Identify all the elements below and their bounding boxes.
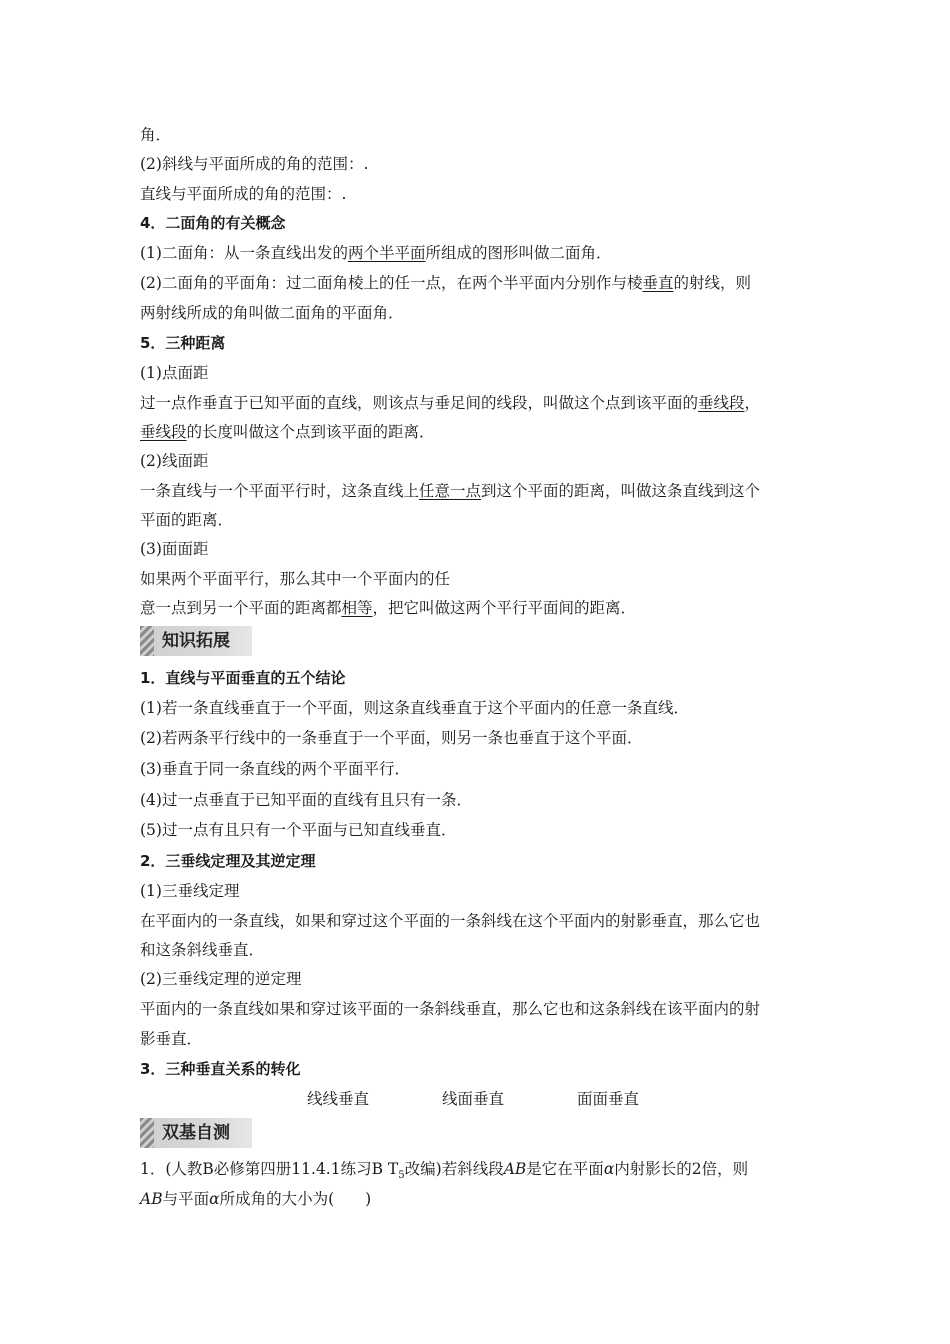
text-line: (1)三垂线定理	[140, 882, 240, 900]
text-line: (5)过一点有且只有一个平面与已知直线垂直．	[140, 821, 457, 839]
section-heading: 1．直线与平面垂直的五个结论	[140, 669, 346, 687]
banner-stripe	[140, 626, 154, 656]
section-heading: 3．三种垂直关系的转化	[140, 1060, 301, 1078]
text-line: (2)若两条平行线中的一条垂直于一个平面，则另一条也垂直于这个平面．	[140, 729, 643, 747]
text-line: (2)斜线与平面所成的角的范围：.	[140, 155, 369, 173]
text-line: (3)垂直于同一条直线的两个平面平行．	[140, 760, 410, 778]
question-line: 1．(人教B必修第四册11.4.1练习B $T_5$改编)若斜线段AB是它在平面α内射影长的2倍，则	[140, 1160, 749, 1182]
knowledge-extension-banner	[140, 626, 252, 656]
text-line: 两射线所成的角叫做二面角的平面角．	[140, 304, 404, 322]
text-line: 如果两个平面平行，那么其中一个平面内的任	[140, 570, 451, 588]
banner-stripe	[140, 1118, 154, 1148]
text-line: 过一点作垂直于已知平面的直线，则该点与垂足间的线段，叫做这个点到该平面的垂线段，	[140, 394, 761, 412]
banner-title: 双基自测	[162, 1123, 230, 1143]
text-line: 直线与平面所成的角的范围：.	[140, 185, 347, 203]
section-heading: 2．三垂线定理及其逆定理	[140, 852, 316, 870]
question-line: AB与平面α所成角的大小为( )	[140, 1190, 372, 1208]
underlined-answer: 垂直	[642, 274, 674, 292]
relation-plane-plane: 面面垂直	[577, 1090, 640, 1108]
text-line: (2)二面角的平面角：过二面角棱上的任一点，在两个半平面内分别作与棱垂直的射线，则	[140, 274, 751, 292]
section-heading: 5．三种距离	[140, 334, 226, 352]
underlined-answer: 任意一点	[419, 482, 482, 500]
text-line: 平面内的一条直线如果和穿过该平面的一条斜线垂直，那么它也和这条斜线在该平面内的射	[140, 1000, 761, 1018]
text-line: (3)面面距	[140, 540, 209, 558]
text-line: 平面的距离．	[140, 511, 234, 529]
text-line: 在平面内的一条直线，如果和穿过这个平面的一条斜线在这个平面内的射影垂直，那么它也	[140, 912, 761, 930]
text-line: (1)二面角：从一条直线出发的两个半平面所组成的图形叫做二面角．	[140, 244, 612, 262]
text-line: (2)三垂线定理的逆定理	[140, 970, 302, 988]
text-line: (1)点面距	[140, 364, 209, 382]
underlined-answer: 垂线段	[698, 394, 745, 412]
underlined-answer: 垂线段	[140, 423, 187, 441]
underlined-answer: 两个半平面	[347, 244, 426, 262]
text-line: 一条直线与一个平面平行时，这条直线上任意一点到这个平面的距离，叫做这条直线到这个	[140, 482, 761, 500]
banner-title: 知识拓展	[162, 631, 230, 651]
text-line: (4)过一点垂直于已知平面的直线有且只有一条．	[140, 791, 472, 809]
text-line: 角．	[140, 126, 172, 144]
text-line: 和这条斜线垂直．	[140, 941, 265, 959]
relation-line-plane: 线面垂直	[442, 1090, 505, 1108]
text-line: 影垂直．	[140, 1030, 203, 1048]
underlined-answer: 相等	[341, 599, 373, 617]
section-heading: 4．二面角的有关概念	[140, 214, 286, 232]
text-line: (1)若一条直线垂直于一个平面，则这条直线垂直于这个平面内的任意一条直线．	[140, 699, 689, 717]
text-line: (2)线面距	[140, 452, 209, 470]
self-test-banner	[140, 1118, 252, 1148]
relation-line-line: 线线垂直	[307, 1090, 370, 1108]
text-line: 垂线段的长度叫做这个点到该平面的距离．	[140, 423, 435, 441]
text-line: 意一点到另一个平面的距离都相等，把它叫做这两个平行平面间的距离．	[140, 599, 637, 617]
